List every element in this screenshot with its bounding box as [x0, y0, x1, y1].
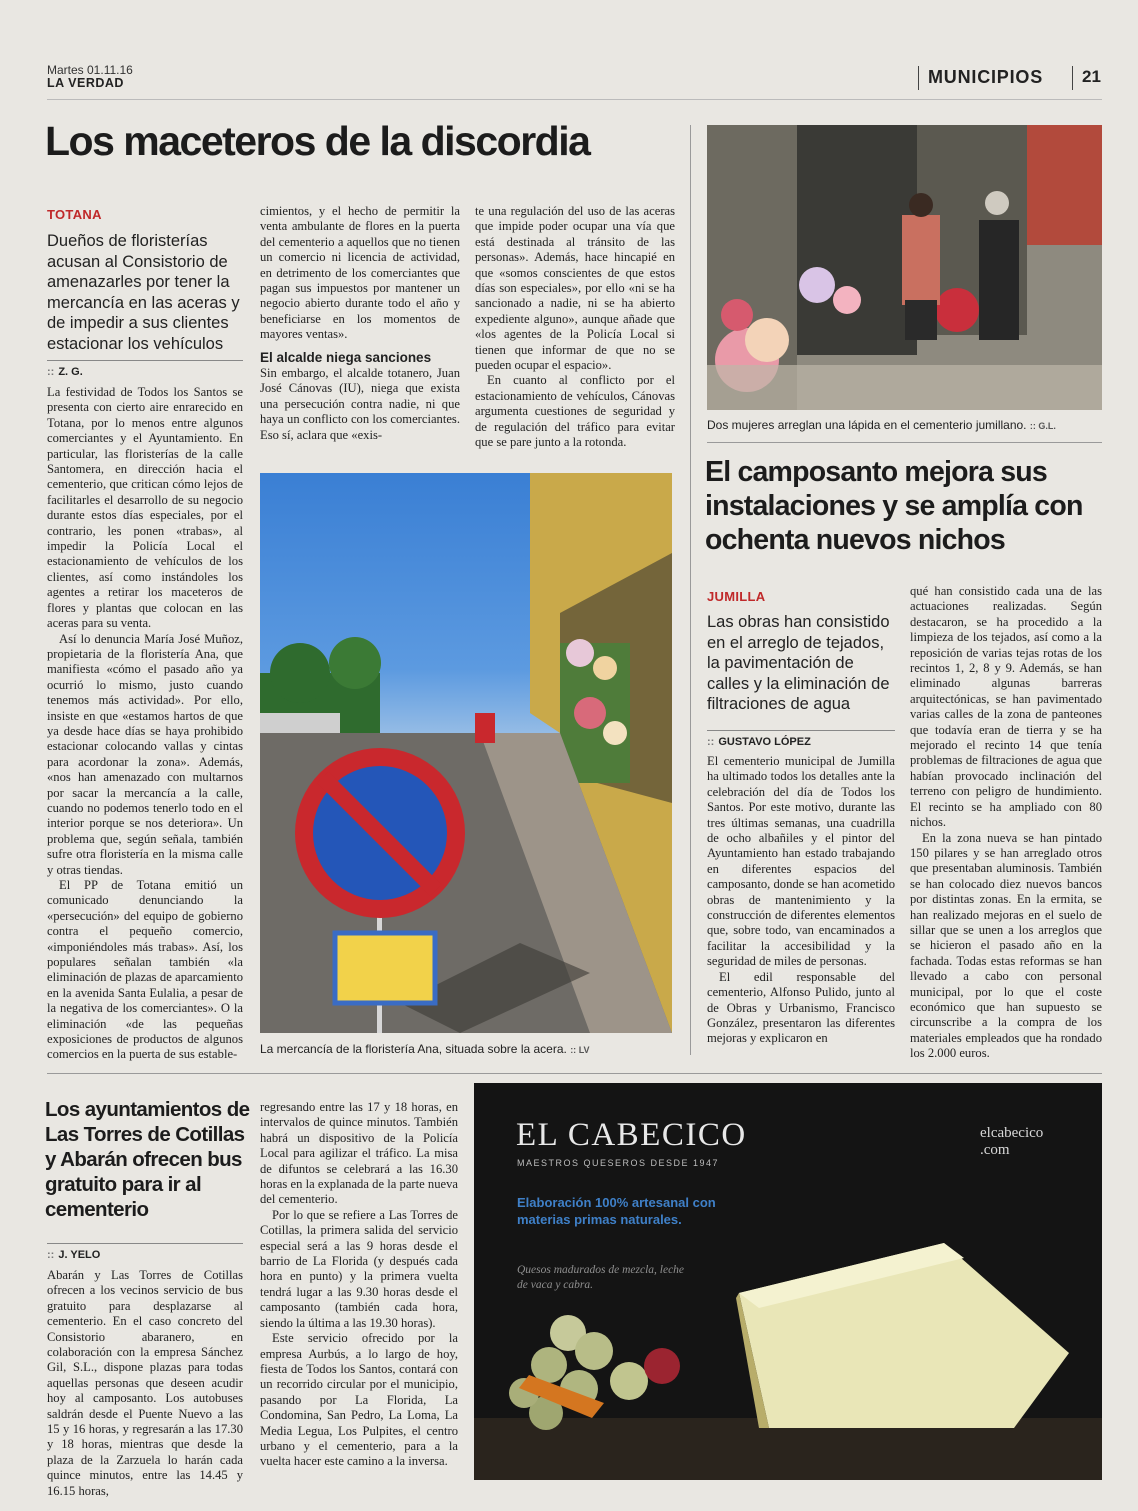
cemetery-scene-illustration	[707, 125, 1102, 410]
ad-brand: EL CABECICO	[516, 1117, 747, 1153]
byline-rule-bus	[47, 1243, 243, 1244]
main-headline: Los maceteros de la discordia	[45, 118, 590, 164]
ad-tagline: MAESTROS QUESEROS DESDE 1947	[517, 1158, 720, 1168]
header-divider	[918, 66, 919, 90]
main-col-2	[260, 204, 460, 443]
bus-col-1	[47, 1268, 243, 1499]
paragraph: Abarán y Las Torres de Cotillas ofrecen a los vecinos servicio de bus gratuito para desplazarse al cementerio. En el caso concreto del Consistorio abaranero, en colaboración con la empresa Sánchez Gil, S.L., dispone plazas para todas aquellas personas que deseen acudir hoy al camposanto. Los autobuses saldrán desde el Puente Nuevo a las 15 y 16 horas, y regresarán a las 17.30 y 18 horas, mientras que desde la plaza de la Zarzuela lo harán cada quince minutos, entre las 14.45 y 16.15 horas,	[47, 1268, 243, 1498]
header-section: MUNICIPIOS	[928, 67, 1044, 87]
paragraph: La festividad de Todos los Santos se presenta con cierto aire enrarecido en Totana, por lo menos entre algunos comerciantes y el Ayuntamiento. En particular, las floristerías de la calle Santomera, en dirección hacia el cementerio, que critican cómo lejos de facilitarles el desarrollo de su negocio durante estos días especiales, por el contrario, les ponen «trabas», al impedir la Policía Local el estacionamiento de vehículos de los clientes, así como instándoles los agentes a retirar los maceteros de flores y plantas que colocan en las aceras para su venta.	[47, 385, 243, 631]
paragraph: En cuanto al conflicto por el estacionamiento de vehículos, Cánovas argumenta cuestiones de seguridad y de regulación del tráfico para evitar que se pare junto a la rotonda.	[475, 373, 675, 450]
paragraph: regresando entre las 17 y 18 horas, en intervalos de quince minutos. También habrá un dispositivo de la Policía Local para agilizar el tráfico. La misa de difuntos se celebrará a las 16.30 horas en la explanada de la parte nueva del cementerio.	[260, 1100, 458, 1207]
header-underline	[47, 99, 1102, 100]
section-tag-totana: TOTANA	[47, 207, 102, 222]
paragraph: te una regulación del uso de las aceras que impide poder ocupar una vía que está destinada al tránsito de las personas». Además, hace hincapié en que «somos conscientes de que estos días son especiales», por ello «ni se ha sancionado a nadie, ni se ha abierto expediente alguno», aunque añade que «los agentes de la Policía Local si tienen que informar de que no se pueden ocupar el espacio».	[475, 204, 675, 373]
page-number: 21	[1082, 67, 1101, 86]
main-photo-caption: La mercancía de la floristería Ana, situada sobre la acera. :: LV	[260, 1042, 590, 1056]
ad-website-line2: .com	[980, 1142, 1010, 1158]
main-byline: :: Z. G.	[47, 366, 83, 378]
paragraph: Sin embargo, el alcalde totanero, Juan José Cánovas (IU), niega que exista una persecución contra nadie, ni que haya un conflicto con los comerciantes. Eso sí, aclara que «exis-	[260, 366, 460, 442]
column-divider-main	[690, 125, 691, 1055]
paragraph: cimientos, y el hecho de permitir la venta ambulante de flores en la puerta del cementerio a aquellos que no tienen un comercio ni licencia de actividad, en detrimento de los comerciantes que pagan sus impuestos por mantener un negocio abierto durante todo el año y beneficiarse en los momentos de mayores ventas».	[260, 204, 460, 342]
main-col-1	[47, 385, 243, 1063]
header-divider-2	[1072, 66, 1073, 90]
paragraph: Así lo denuncia María José Muñoz, propietaria de la floristería Ana, que manifiesta «cómo el pasado año ya ocurrió lo mismo, justo cuando tenemos más actividad». Por ello, insiste en que «estamos hartos de que ya desde hace días se haya prohibido estacionar colocando vallas y cintas para acordonar la zona». Además, «nos han amenazado con multarnos por sacar la mercancía a la calle, cuando no podemos tenerlo todo en el interior porque se nos deteriora». Un problema que, según señala, también sufre otra floristería en la misma calle y otras tiendas.	[47, 631, 243, 877]
paragraph: En la zona nueva se han pintado 150 pilares y se han arreglado otros que presentaban aluminosis. También se han colocado diez nuevos bancos por distintas zonas. En la ermita, se han realizado mejoras en el suelo de sillar que se unen a los arreglos que se hicieron el pasado año en la fachada. Todas estas reformas se han llevado a cabo con personal municipal, por lo que el coste económico que han supuesto se circunscribe a la compra de los materiales empleados que ha rondado los 2.000 euros.	[910, 830, 1102, 1061]
advertisement-el-cabecico	[474, 1083, 1102, 1480]
main-col-3	[475, 204, 675, 451]
bus-byline: :: J. YELO	[47, 1249, 101, 1261]
paragraph: El cementerio municipal de Jumilla ha ultimado todos los detalles ante la celebración del día de Todos los Santos. Por este motivo, durante las tres últimas semanas, una cuadrilla de ocho albañiles y el pintor del Ayuntamiento han estado trabajando en diferentes espacios del camposanto, donde se han acometido obras de mantenimiento y la construcción de diferentes elementos que, sobre todo, van encaminados a facilitar la accesibilidad y la seguridad de miles de personas.	[707, 754, 895, 969]
caption-rule	[707, 442, 1102, 443]
right-lead: Las obras han consistido en el arreglo de tejados, la pavimentación de calles y la eliminación de filtraciones de agua	[707, 613, 890, 713]
header-date: Martes 01.11.16	[47, 63, 133, 77]
ad-website-line1: elcabecico	[980, 1125, 1044, 1141]
right-byline: :: GUSTAVO LÓPEZ	[707, 736, 811, 748]
right-col-2	[910, 584, 1102, 1062]
header-newspaper: LA VERDAD	[47, 76, 124, 90]
byline-rule-right	[707, 730, 895, 731]
subhead: El alcalde niega sanciones	[260, 349, 432, 365]
right-headline: El camposanto mejora sus instalaciones y se amplía con ochenta nuevos nichos	[705, 456, 1083, 556]
paragraph: El edil responsable del cementerio, Alfonso Pulido, junto al de Obras y Urbanismo, Francisco González, presentaron las diferentes mejoras y explicaron en	[707, 969, 895, 1046]
section-tag-jumilla: JUMILLA	[707, 589, 766, 604]
ad-claim: Elaboración 100% artesanal con materias primas naturales.	[517, 1195, 716, 1227]
ad-product: Quesos madurados de mezcla, leche de vaca y cabra.	[517, 1264, 685, 1291]
bus-col-2	[260, 1100, 458, 1470]
photo-cemetery	[707, 125, 1102, 410]
right-col-1	[707, 754, 895, 1047]
paragraph: Por lo que se refiere a Las Torres de Cotillas, la primera salida del servicio especial será a las 9 horas desde el barrio de La Florida (y después cada hora en punto) y la primera vuelta tendrá lugar a las 9.30 horas desde el camposanto (también cada hora, siendo la última a las 19.30 horas).	[260, 1207, 458, 1330]
byline-rule	[47, 360, 243, 361]
paragraph: qué han consistido cada una de las actuaciones realizadas. Según destacaron, se ha procedido a la limpieza de los tejados, así como a la reposición de varias tejas rotas de los recintos 1, 2, 8 y 9. Además, se han eliminado algunas barreras arquitectónicas, se han pavimentado varias calles de la zona de panteones que todavía eran de tierra y se ha mejorado el recinto 14 que tenía problemas de filtraciones de agua que habían provocado inclinación del terreno con peligro de hundimiento. El recinto se ha ampliado con 80 nichos.	[910, 584, 1102, 830]
right-photo-caption: Dos mujeres arreglan una lápida en el cementerio jumillano. :: G.L.	[707, 418, 1056, 432]
bus-headline: Los ayuntamientos de Las Torres de Cotillas y Abarán ofrecen bus gratuito para ir al cementerio	[45, 1098, 250, 1221]
section-divider-bottom	[47, 1073, 1102, 1074]
paragraph: Este servicio ofrecido por la empresa Aurbús, a lo largo de hoy, fiesta de Todos los Santos, contará con un recorrido circular por el municipio, pasando por La Florida, La Condomina, San Pedro, La Loma, La Media Legua, Los Pulpites, el centro urbano y el cementerio, para a la vuelta hacer este camino a la inversa.	[260, 1331, 458, 1469]
paragraph: El PP de Totana emitió un comunicado denunciando la «persecución» del equipo de gobierno contra el pequeño comercio, «imponiéndoles más trabas». Así, los populares señalan también «la eliminación de plazas de aparcamiento en la avenida Santa Eulalia, a pesar de la negativa de los comerciantes». O la eliminación «de las pequeñas exposiciones de productos de algunos comercios en la puerta de sus estable-	[47, 878, 243, 1062]
photo-street-florist	[260, 473, 672, 1033]
ad-cheese-grapes-illustration	[474, 1083, 1102, 1480]
main-lead: Dueños de floristerías acusan al Consistorio de amenazarles por tener la mercancía en las aceras y de impedir a sus clientes estacionar los vehículos	[47, 232, 240, 353]
street-scene-illustration	[260, 473, 672, 1033]
